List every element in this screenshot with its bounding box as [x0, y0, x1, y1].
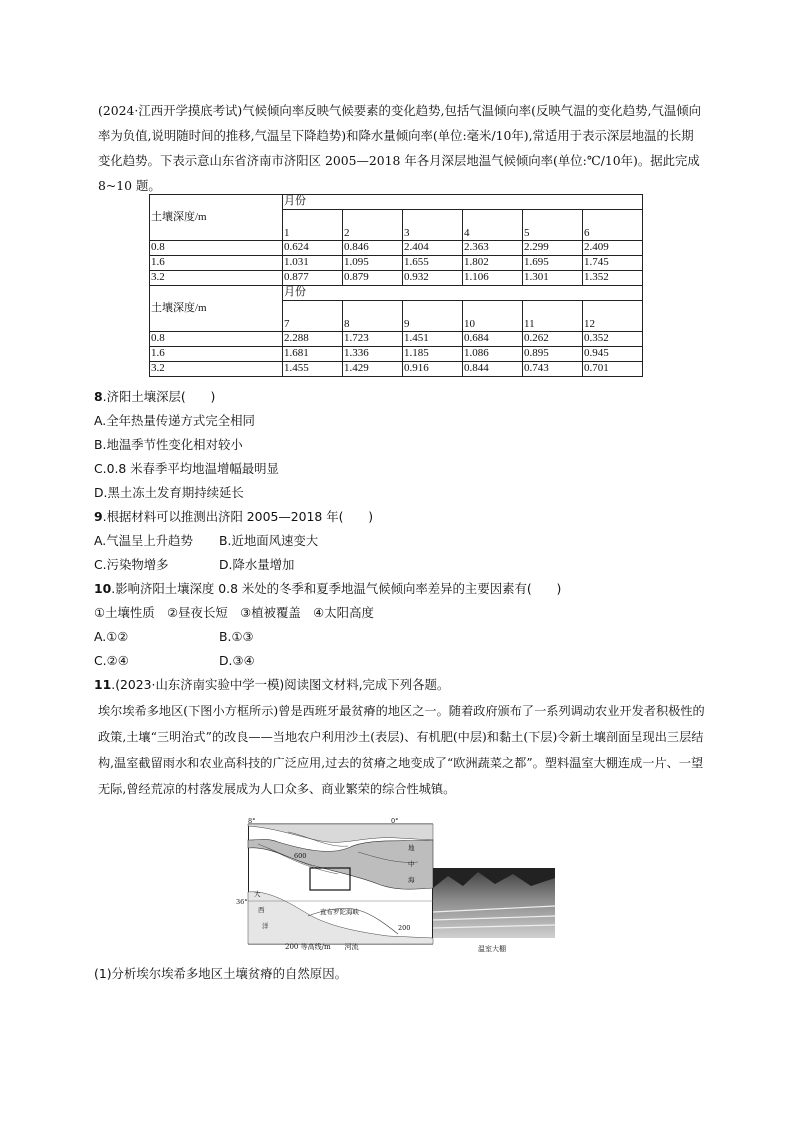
value-cell: 1.352: [583, 271, 643, 286]
region-map: [236, 817, 433, 945]
month-cell: 7: [283, 301, 343, 332]
value-cell: 1.695: [523, 256, 583, 271]
depth-cell: 0.8: [150, 332, 283, 347]
value-cell: 0.262: [523, 332, 583, 347]
month-cell: 10: [463, 301, 523, 332]
value-cell: 0.846: [343, 241, 403, 256]
month-cell: 5: [523, 210, 583, 241]
value-cell: 2.404: [403, 241, 463, 256]
value-cell: 1.301: [523, 271, 583, 286]
value-cell: 1.745: [583, 256, 643, 271]
value-cell: 2.409: [583, 241, 643, 256]
depth-header: 土壤深度/m: [150, 195, 283, 241]
month-header: 月份: [283, 195, 643, 210]
question-9-option-b: B.近地面风速变大: [219, 533, 319, 548]
month-cell: 1: [283, 210, 343, 241]
question-10-option-b: B.①③: [219, 629, 254, 644]
value-cell: 1.681: [283, 347, 343, 362]
sea-label: 海: [408, 876, 415, 884]
question-10-option-a: A.①②: [94, 629, 129, 644]
month-cell: 3: [403, 210, 463, 241]
table-row: [150, 241, 643, 256]
depth-cell: 1.6: [150, 347, 283, 362]
value-cell: 0.844: [463, 362, 523, 377]
strait-label: 直布罗陀海峡: [320, 908, 359, 916]
question-9-stem: [94, 505, 373, 529]
month-cell: 12: [583, 301, 643, 332]
value-cell: 1.723: [343, 332, 403, 347]
question-8-option-d: D.黑土冻土发育期持续延长: [94, 485, 244, 500]
table-row: [150, 332, 643, 347]
question-8-option-c: C.0.8 米春季平均地温增幅最明显: [94, 461, 279, 476]
question-10-option-c: C.②④: [94, 653, 129, 668]
question-9-option-c: C.污染物增多: [94, 557, 169, 572]
value-cell: 1.655: [403, 256, 463, 271]
value-cell: 1.455: [283, 362, 343, 377]
value-cell: 0.684: [463, 332, 523, 347]
question-10-items: ①土壤性质 ②昼夜长短 ③植被覆盖 ④太阳高度: [94, 605, 374, 620]
table-row: [150, 256, 643, 271]
value-cell: 0.945: [583, 347, 643, 362]
month-cell: 4: [463, 210, 523, 241]
question-8-stem: [94, 385, 215, 409]
latitude-label: 36°: [236, 898, 248, 906]
value-cell: 2.299: [523, 241, 583, 256]
greenhouse-photo: [433, 868, 555, 938]
month-cell: 6: [583, 210, 643, 241]
depth-cell: 0.8: [150, 241, 283, 256]
question-number: 10: [94, 581, 112, 596]
value-cell: 0.877: [283, 271, 343, 286]
value-cell: 2.363: [463, 241, 523, 256]
depth-cell: 3.2: [150, 271, 283, 286]
question-number: 9: [94, 509, 103, 524]
value-cell: 1.086: [463, 347, 523, 362]
question-text: .影响济阳土壤深度 0.8 米处的冬季和夏季地温气候倾向率差异的主要因素有( ): [111, 581, 562, 596]
ocean-label: 西: [258, 906, 265, 914]
map-legend: 200 等高线/m 河流: [285, 943, 359, 951]
question-11-passage: 埃尔埃希多地区(下图小方框所示)曾是西班牙最贫瘠的地区之一。随着政府颁布了一系列调动农业开发者积极性的政策,土壤“三明治式”的改良——当地农户利用沙土(表层)、有机肥(中层)和黏土(下层)令新土壤剖面呈现出三层结构,温室截留雨水和农业高科技的广泛应用,过去的贫瘠之地变成了“欧洲蔬菜之都”。塑料温室大棚连成一片、一望无际,曾经荒凉的村落发展成为人口众多、商业繁荣的综合性城镇。: [98, 704, 705, 796]
value-cell: 1.336: [343, 347, 403, 362]
question-9-option-a: A.气温呈上升趋势: [94, 533, 193, 548]
value-cell: 0.352: [583, 332, 643, 347]
ocean-label: 大: [254, 890, 261, 898]
value-cell: 2.288: [283, 332, 343, 347]
question-10-stem: [94, 577, 561, 601]
question-number: 11: [94, 677, 112, 692]
question-10-option-d: D.③④: [219, 653, 255, 668]
table-row: [150, 362, 643, 377]
question-number: 8: [94, 389, 103, 404]
value-cell: 0.743: [523, 362, 583, 377]
contour-label: 200: [398, 924, 411, 932]
value-cell: 0.879: [343, 271, 403, 286]
question-9-option-d: D.降水量增加: [219, 557, 295, 572]
value-cell: 0.701: [583, 362, 643, 377]
question-8-option-b: B.地温季节性变化相对较小: [94, 437, 243, 452]
sea-label: 中: [408, 860, 415, 868]
data-table: [149, 194, 643, 377]
longitude-label: 8°: [248, 817, 256, 825]
question-11-sub-1: (1)分析埃尔埃希多地区土壤贫瘠的自然原因。: [94, 966, 347, 981]
value-cell: 0.916: [403, 362, 463, 377]
value-cell: 0.932: [403, 271, 463, 286]
value-cell: 1.185: [403, 347, 463, 362]
depth-cell: 1.6: [150, 256, 283, 271]
sea-label: 地: [408, 844, 415, 852]
intro-paragraph: (2024·江西开学摸底考试)气候倾向率反映气候要素的变化趋势,包括气温倾向率(反映气温的变化趋势,气温倾向率为负值,说明随时间的推移,气温呈下降趋势)和降水量倾向率(单位:毫米/10年),常适用于表示深层地温的长期变化趋势。下表示意山东省济南市济阳区 2005—2018 年各月深层地温气候倾向率(单位:℃/10年)。据此完成 8~10 题。: [98, 103, 702, 193]
value-cell: 1.031: [283, 256, 343, 271]
depth-cell: 3.2: [150, 362, 283, 377]
table-row: [150, 271, 643, 286]
question-text: .(2023·山东济南实验中学一模)阅读图文材料,完成下列各题。: [111, 677, 450, 692]
month-cell: 11: [523, 301, 583, 332]
month-header: 月份: [283, 286, 643, 301]
value-cell: 0.895: [523, 347, 583, 362]
value-cell: 1.429: [343, 362, 403, 377]
depth-header: 土壤深度/m: [150, 286, 283, 332]
question-text: .济阳土壤深层( ): [102, 389, 216, 404]
month-cell: 9: [403, 301, 463, 332]
value-cell: 0.624: [283, 241, 343, 256]
month-cell: 2: [343, 210, 403, 241]
longitude-label: 0°: [391, 817, 399, 825]
value-cell: 1.451: [403, 332, 463, 347]
question-8-option-a: A.全年热量传递方式完全相同: [94, 413, 255, 428]
month-cell: 8: [343, 301, 403, 332]
table-row: [150, 347, 643, 362]
contour-label: 600: [294, 852, 307, 860]
value-cell: 1.095: [343, 256, 403, 271]
ocean-label: 洋: [262, 922, 269, 930]
photo-caption: 温室大棚: [478, 945, 506, 953]
value-cell: 1.106: [463, 271, 523, 286]
question-11-stem: [94, 673, 449, 697]
question-text: .根据材料可以推测出济阳 2005—2018 年( ): [102, 509, 374, 524]
value-cell: 1.802: [463, 256, 523, 271]
